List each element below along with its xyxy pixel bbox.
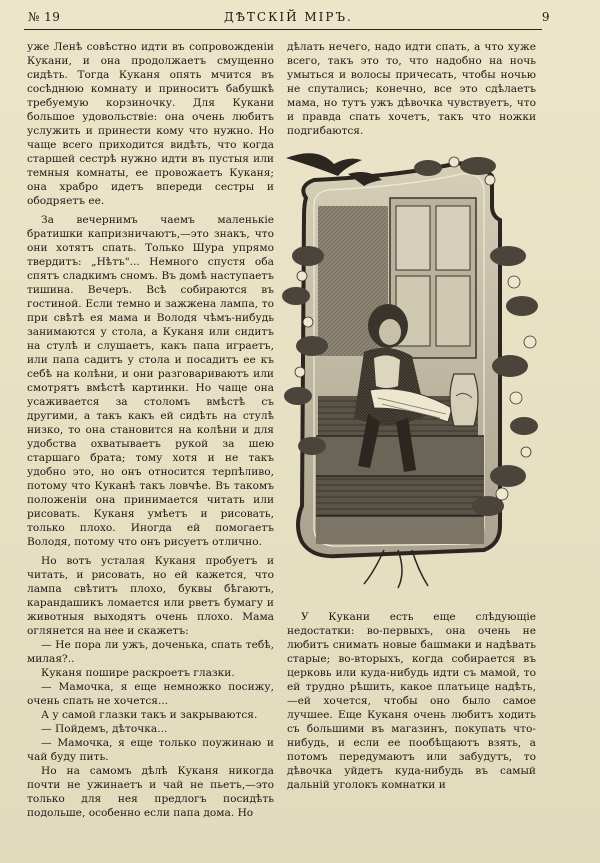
vase <box>450 374 478 426</box>
left-column-paragraph: А у самой глазки такъ и закрываются. <box>41 709 258 721</box>
left-text-column <box>27 40 274 820</box>
left-column-paragraph: — Не пора ли ужъ, доченька, спать тебѣ, милая?.. <box>27 639 274 665</box>
right-column-bottom-paragraph: У Кукани есть еще слѣдующіе недостатки: во-первыхъ, она очень не любитъ снимать новые башмаки и надѣвать старые; во-вторыхъ, когда собирается въ церковь или куда-нибудь идти съ мамой, то ей трудно рѣшить, какое платьице надѣть,—ей хочется, чтобы оно было самое лучшее. Еще Куканя очень любитъ ходить съ большими въ магазинъ, покупать что-нибудь, и если ее пообѣщаютъ взять, а потомъ передумаютъ или забудутъ, то дѣвочка уйдетъ куда-нибудь въ самый дальній уголокъ комнатки и <box>287 611 536 791</box>
left-column-paragraph: — Мамочка, я еще только поужинаю и чай буду пить. <box>27 737 274 763</box>
left-column-paragraph: Но на самомъ дѣлѣ Куканя никогда почти не ужинаетъ и чай не пьетъ,—это только для нея предлогъ посидѣть подольше, особенно если папа дома. Но <box>27 765 274 819</box>
right-column-top-paragraph: дѣлать нечего, надо идти спать, а что хуже всего, такъ это то, что надобно на ночь умыться и волосы причесать, чтобы ночью не спутались; конечно, все это сдѣлаетъ мама, но тутъ ужъ дѣвочка чувствуетъ, что и правда спать хочетъ, такъ что ножки подгибаются. <box>287 41 536 137</box>
right-text-column-top <box>287 40 536 138</box>
engraving-illustration <box>278 146 546 592</box>
page-number: 9 <box>541 10 550 24</box>
right-text-column-bottom <box>287 610 536 792</box>
page-header <box>24 8 550 28</box>
left-column-paragraph: — Пойдемъ, дѣточка... <box>41 723 168 735</box>
header-rule <box>24 29 542 30</box>
left-column-paragraph: Куканя пошире раскроетъ глазки. <box>41 667 235 679</box>
left-column-paragraph: — Мамочка, я еще немножко посижу, очень спать не хочется... <box>27 681 274 707</box>
journal-title: ДѢТСКІЙ МІРЪ. <box>224 10 353 24</box>
left-column-paragraph: Но вотъ усталая Куканя пробуетъ и читать, и рисовать, но ей кажется, что лампа свѣтитъ плохо, буквы бѣгаютъ, карандашикъ ломается или рветъ бумагу и животныя выходятъ очень плохо. Мама оглянется на нее и скажетъ: <box>27 555 274 637</box>
issue-number: № 19 <box>28 10 61 24</box>
left-column-paragraph: За вечернимъ чаемъ маленькіе братишки капризничаютъ,—это знакъ, что они хотятъ спать. Только Шура упрямо твердитъ: „Нѣтъ"... Немного спустя оба спятъ сладкимъ сномъ. Въ домѣ наступаетъ тишина. Вечеръ. Всѣ собираются въ гостиной. Если темно и зажжена лампа, то при свѣтѣ ея мама и Володя чѣмъ-нибудь занимаются у стола, а Куканя или сидитъ на стулѣ и слушаетъ, какъ папа играетъ, или папа садитъ у стола и посадитъ ее къ себѣ на колѣни, и они разговариваютъ или смотрятъ вмѣстѣ картинки. Но чаще она усаживается за столомъ вмѣстѣ съ другими, а такъ какъ ей сидѣть на стулѣ низко, то она становится на колѣни и для удобства охватываетъ рукой за шею старшаго брата; тому хотя и не такъ удобно это, но онъ относится терпѣливо, потому что Куканѣ такъ ловчѣе. Въ такомъ положеніи она принимается читать или рисовать. Куканя умѣетъ и рисовать, только плохо. Иногда ей помогаетъ Володя, потому что онъ рисуетъ отлично. <box>27 214 274 548</box>
left-column-paragraph: уже Ленѣ совѣстно идти въ сопровожденіи Кукани, и она продолжаетъ смущенно сидѣть. Тогда Куканя опять мчится въ сосѣднюю комнату и приноситъ бабушкѣ требуемую корзиночку. Для Кукани большое удовольствіе: она очень любитъ услужить и принести кому что нужно. Но чаще всего приходится видѣть, что когда старшей сестрѣ нужно идти въ пустыя или темныя комнаты, ее провожаетъ Куканя; она храбро идетъ впереди сестры и ободряетъ ее. <box>27 41 274 207</box>
